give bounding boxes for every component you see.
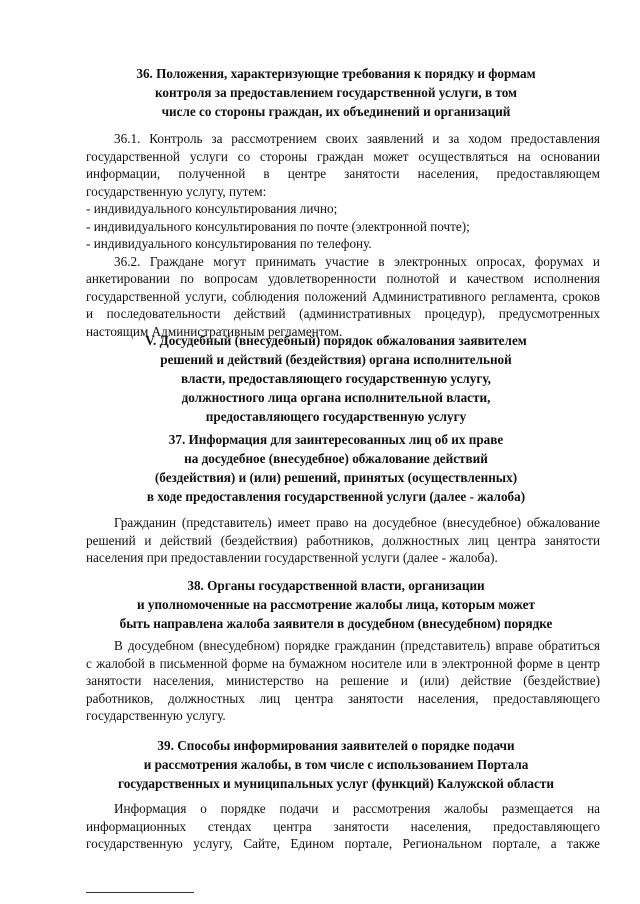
- heading-line: в ходе предоставления государственной услуги (далее - жалоба): [146, 489, 526, 504]
- heading-line: контроля за предоставлением государственной услуги, в том: [154, 85, 518, 100]
- heading-line: 39. Способы информирования заявителей о порядке подачи: [157, 738, 515, 753]
- text-line: с жалобой в письменной форме на бумажном носителе или в электронной форме в центр: [86, 655, 600, 671]
- heading-line: 37. Информация для заинтересованных лиц об их праве: [168, 432, 504, 447]
- text-line: и последовательности действий (административных процедур), предусмотренных: [86, 306, 600, 321]
- section-37-paragraph: [86, 514, 600, 567]
- heading-line: и уполномоченные на рассмотрение жалобы лица, которым может: [136, 597, 536, 612]
- text-line: государственной услуги, соблюдения положений Административного регламента, сроков: [86, 288, 600, 304]
- heading-line: государственных и муниципальных услуг (функций) Калужской области: [118, 776, 554, 791]
- heading-line: на досудебное (внесудебное) обжалование действий: [184, 451, 488, 466]
- section-39-paragraph: [86, 800, 600, 853]
- heading-line: 36. Положения, характеризующие требования к порядку и формам: [136, 66, 536, 81]
- heading-line: решений и действий (бездействия) органа исполнительной: [160, 352, 512, 367]
- heading-line: и рассмотрения жалобы, в том числе с использованием Портала: [143, 757, 529, 772]
- heading-line: предоставляющего государственную услугу: [205, 409, 467, 424]
- text-line: информационных стендах центра занятости населения, предоставляющего: [86, 818, 600, 834]
- heading-line: 38. Органы государственной власти, организации: [187, 578, 485, 593]
- heading-line: быть направлена жалоба заявителя в досудебном (внесудебном) порядке: [119, 616, 553, 631]
- heading-line: (бездействия) и (или) решений, принятых (осуществленных): [154, 470, 518, 485]
- text-line: 36.1. Контроль за рассмотрением своих заявлений и за ходом предоставления: [114, 131, 600, 146]
- text-line: настоящим Административным регламентом.: [86, 323, 343, 339]
- text-line: государственную услугу, Сайте, Едином портале, Региональном портале, а также: [86, 836, 600, 851]
- bullet-item: - индивидуального консультирования по телефону.: [86, 236, 372, 251]
- heading-line: власти, предоставляющего государственную услугу,: [181, 371, 491, 386]
- text-line: 36.2. Граждане могут принимать участие в электронных опросах, форумах и: [114, 253, 600, 269]
- chapter-5-heading: [60, 331, 612, 426]
- text-line: государственную услугу, путем:: [86, 183, 267, 199]
- text-line: информации, полученной в центре занятости населения, предоставляющем: [86, 166, 600, 181]
- text-line: решений и действий (бездействия) работников, должностных лиц центра занятости: [86, 532, 600, 548]
- text-line: анкетировании по вопросам удовлетворенности полнотой и качеством исполнения: [86, 271, 600, 286]
- text-line: работников, должностных лиц центра занятости населения, предоставляющего: [86, 690, 600, 706]
- section-37-heading: [60, 430, 612, 506]
- text-line: государственную услугу.: [86, 708, 226, 723]
- section-39-heading: [60, 736, 612, 793]
- footer-rule: [86, 892, 194, 893]
- section-36-1-paragraph: [86, 130, 600, 340]
- text-line: Гражданин (представитель) имеет право на досудебное (внесудебное) обжалование: [114, 515, 600, 530]
- text-line: В досудебном (внесудебном) порядке гражданин (представитель) вправе обратиться: [114, 638, 600, 653]
- bullet-item: - индивидуального консультирования по почте (электронной почте);: [86, 218, 470, 234]
- heading-line: должностного лица органа исполнительной власти,: [181, 390, 491, 405]
- bullet-item: - индивидуального консультирования лично;: [86, 201, 338, 216]
- heading-line: числе со стороны граждан, их объединений и организаций: [161, 104, 511, 119]
- text-line: государственной услуги со стороны граждан может осуществляться на основании: [86, 148, 600, 164]
- text-line: населения при предоставлении государственной услуги (далее - жалоба).: [86, 550, 498, 565]
- text-line: Информация о порядке подачи и рассмотрения жалобы размещается на: [114, 801, 600, 816]
- section-38-heading: [60, 576, 612, 633]
- text-line: занятости населения, министерство на решение и (или) действие (бездействие): [86, 673, 600, 688]
- section-36-heading: [60, 64, 612, 121]
- section-38-paragraph: [86, 637, 600, 725]
- heading-line: V. Досудебный (внесудебный) порядок обжалования заявителем: [145, 333, 527, 348]
